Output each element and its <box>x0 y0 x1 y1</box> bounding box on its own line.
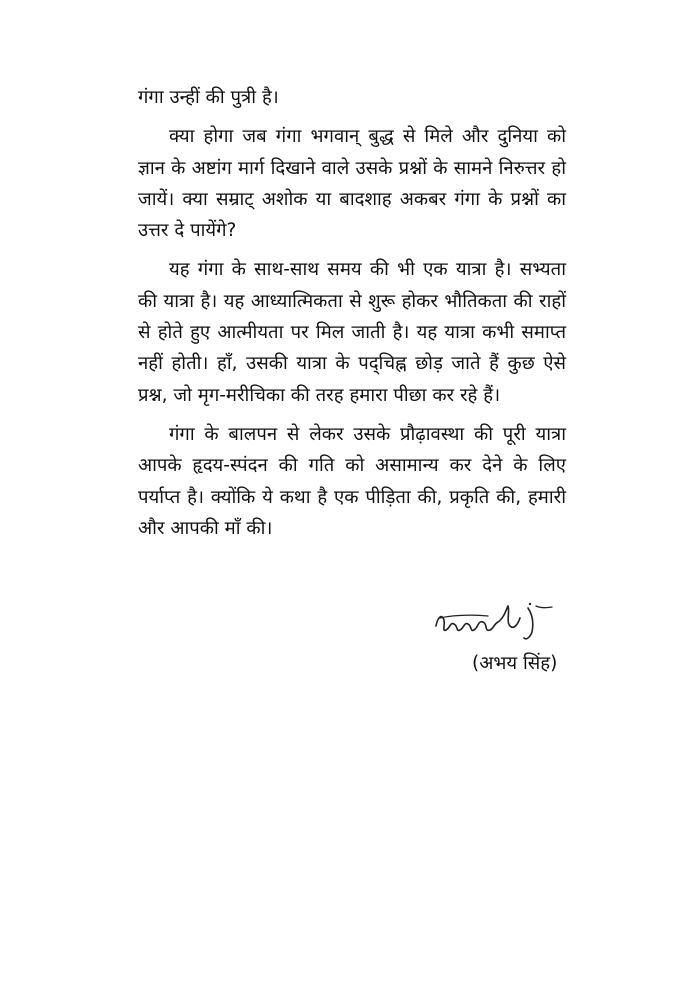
handwritten-signature <box>428 598 568 648</box>
paragraph-3: यह गंगा के साथ-साथ समय की भी एक यात्रा है। सभ्यता की यात्रा है। यह आध्यात्मिकता से शुरू होकर भौतिकता की राहों से होते हुए आत्मीयता पर मिल जाती है। यह यात्रा कभी समाप्त नहीं होती। हाँ, उसकी यात्रा के पद्चिह्न छोड़ जाते हैं कुछ ऐसे प्रश्न, जो मृग-मरीचिका की तरह हमारा पीछा कर रहे हैं। <box>138 259 566 406</box>
paragraph-1: गंगा उन्हीं की पुत्री है। <box>138 87 279 108</box>
paragraph-2: क्या होगा जब गंगा भगवान् बुद्ध से मिले और दुनिया को ज्ञान के अष्टांग मार्ग दिखाने वाले उसके प्रश्नों के सामने निरुत्तर हो जायें। क्या सम्राट् अशोक या बादशाह अकबर गंगा के प्रश्नों का उत्तर दे पायेंगे? <box>138 126 566 242</box>
signature-name: (अभय सिंह) <box>472 653 558 674</box>
paragraph-4: गंगा के बालपन से लेकर उसके प्रौढ़ावस्था की पूरी यात्रा आपके हृदय-स्पंदन की गति को असामान्य कर देने के लिए पर्याप्त है। क्योंकि ये कथा है एक पीड़िता की, प्रकृति की, हमारी और आपकी माँ की। <box>138 423 566 539</box>
body-text <box>138 82 566 552</box>
signature-block <box>420 596 580 686</box>
